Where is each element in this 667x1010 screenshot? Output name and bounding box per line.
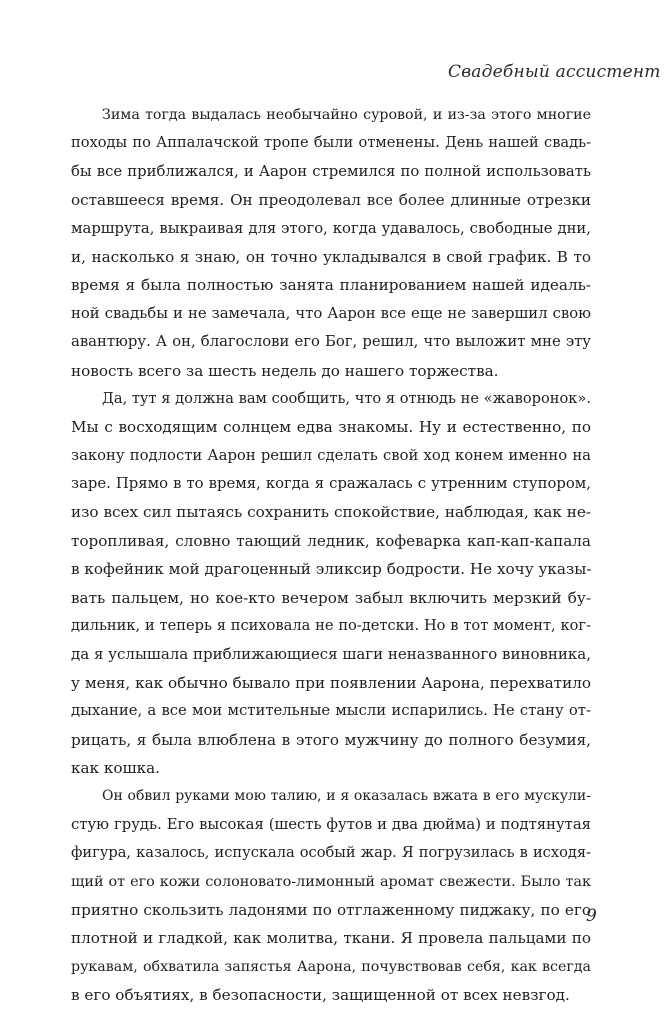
text-line: да я услышала приближающиеся шаги неназванного виновника, (71, 645, 591, 664)
text-line: торопливая, словно тающий ледник, кофеварка кап-кап-капала (71, 531, 591, 550)
text-line: новость всего за шесть недель до нашего торжества. (71, 361, 499, 380)
text-line: оставшееся время. Он преодолевал все более длинные отрезки (71, 191, 591, 210)
text-line: авантюру. А он, благослови его Бог, решил, что выложит мне эту (71, 333, 591, 351)
text-line: бы все приближался, и Аарон стремился по полной использовать (71, 162, 591, 180)
text-line: рукавам, обхватила запястья Аарона, почувствовав себя, как всегда (71, 958, 591, 975)
text-line: стую грудь. Его высокая (шесть футов и два дюйма) и подтянутая (71, 815, 591, 833)
text-line: щий от его кожи солоновато-лимонный аромат свежести. Было так (71, 873, 591, 890)
paragraph (71, 101, 591, 385)
text-line: приятно скользить ладонями по отглаженному пиджаку, по его (71, 900, 591, 919)
text-line: фигура, казалось, испускала особый жар. Я погрузилась в исходя- (71, 844, 591, 862)
text-line: плотной и гладкой, как молитва, ткани. Я провела пальцами по (71, 929, 591, 948)
text-line: в его объятиях, в безопасности, защищенной от всех невзгод. (71, 986, 570, 1005)
text-line: Он обвил руками мою талию, и я оказалась вжата в его мускули- (102, 788, 591, 805)
text-line: рицать, я была влюблена в этого мужчину до полного безумия, (71, 730, 591, 749)
text-line: как кошка. (71, 758, 160, 777)
text-line: в кофейник мой драгоценный эликсир бодрости. Не хочу указы- (71, 560, 591, 579)
paragraph (71, 385, 591, 782)
text-line: заре. Прямо в то время, когда я сражалась с утренним ступором, (71, 475, 591, 493)
text-line: изо всех сил пытаясь сохранить спокойствие, наблюдая, как не- (71, 503, 591, 522)
text-line: у меня, как обычно бывало при появлении Аарона, перехватило (71, 673, 591, 692)
paragraph (71, 782, 591, 1009)
text-line: Да, тут я должна вам сообщить, что я отнюдь не «жаворонок». (102, 389, 591, 407)
text-line: дыхание, а все мои мстительные мысли испарились. Не стану от- (71, 702, 591, 720)
text-line: маршрута, выкраивая для этого, когда удавалось, свободные дни, (71, 219, 591, 237)
text-line: и, насколько я знаю, он точно укладывался в свой график. В то (71, 247, 591, 266)
text-line: вать пальцем, но кое-кто вечером забыл включить мерзкий бу- (71, 588, 591, 607)
text-line: ной свадьбы и не замечала, что Аарон все еще не завершил свою (71, 304, 591, 322)
page-number: 9 (586, 906, 597, 926)
text-line: Зима тогда выдалась необычайно суровой, и из-за этого многие (102, 107, 591, 123)
text-line: Мы с восходящим солнцем едва знакомы. Ну и естественно, по (71, 418, 591, 437)
body-text (71, 101, 591, 1010)
text-line: походы по Аппалачской тропе были отменены. День нашей свадь- (71, 134, 591, 152)
text-line: закону подлости Аарон решил сделать свой ход конем именно на (71, 446, 591, 464)
text-line: время я была полностью занята планированием нашей идеаль- (71, 276, 591, 295)
text-line: дильник, и теперь я психовала не по-детски. Но в тот момент, ког- (71, 617, 591, 635)
running-head: Свадебный ассистент (448, 62, 661, 82)
